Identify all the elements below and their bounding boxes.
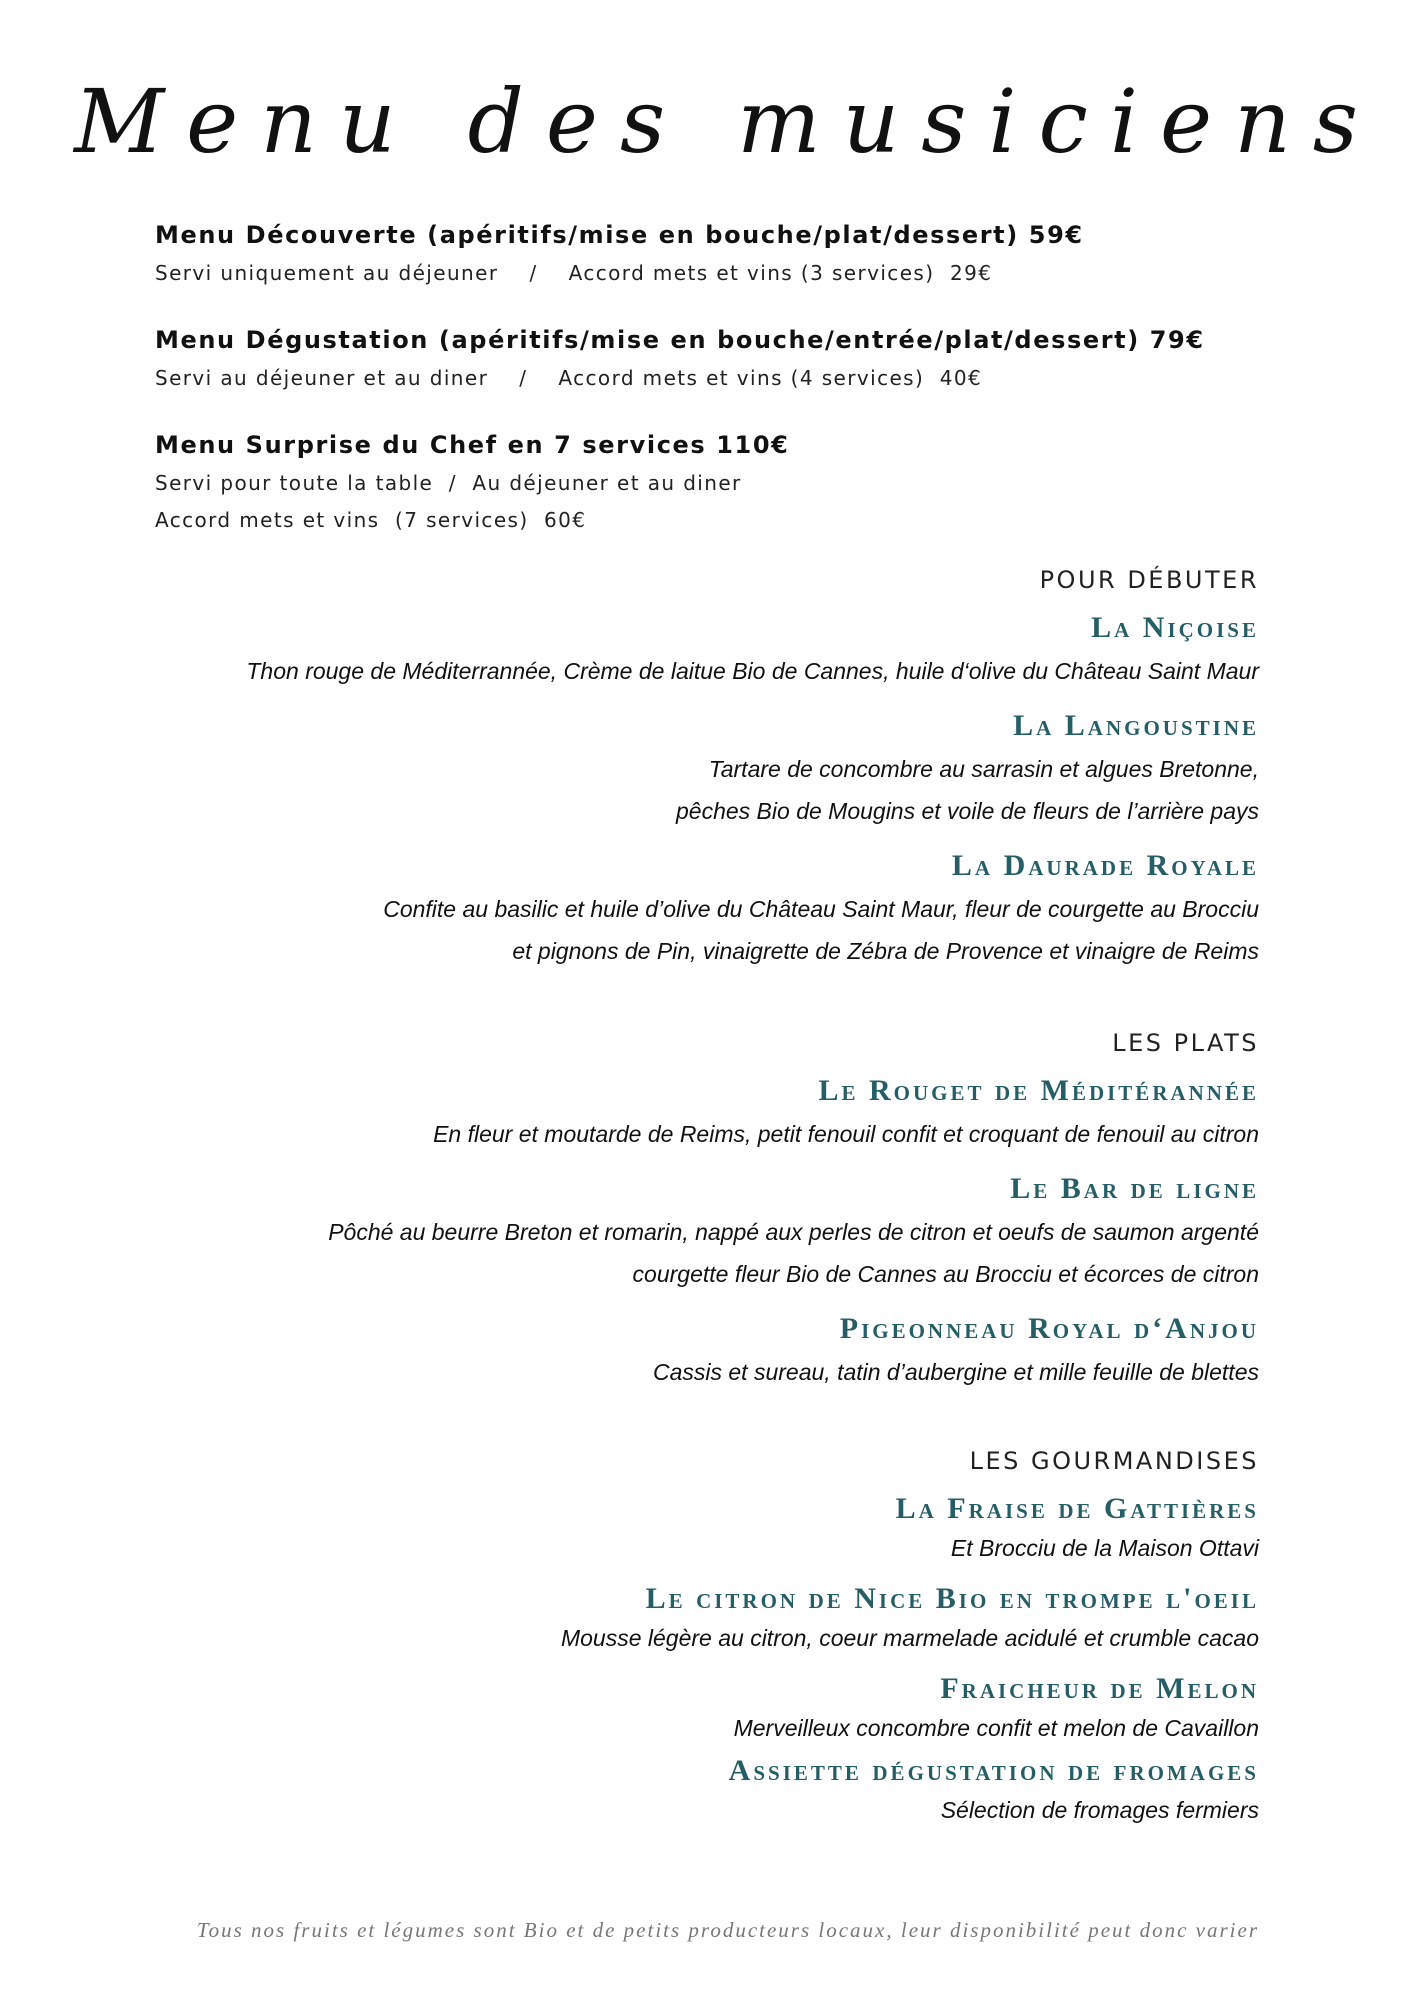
dish-description: Cassis et sureau, tatin d’aubergine et mille feuille de blettes	[652, 1359, 1259, 1385]
dish-name: Le citron de Nice Bio en trompe l'oeil	[645, 1582, 1259, 1615]
dish-item	[59, 1667, 1259, 1745]
dish-description: et pignons de Pin, vinaigrette de Zébra de Provence et vinaigre de Reims	[512, 938, 1259, 964]
dish-description: Et Brocciu de la Maison Ottavi	[950, 1535, 1259, 1561]
dish-item	[59, 704, 1259, 832]
dish-description: Tartare de concombre au sarrasin et algues Bretonne,	[708, 756, 1259, 782]
dish-name: Pigeonneau Royal d‘Anjou	[839, 1312, 1259, 1345]
section-les-plats	[59, 1025, 1259, 1405]
menu-list	[155, 215, 1255, 567]
menu-degustation	[155, 320, 1255, 397]
section-title: LES GOURMANDISES	[969, 1447, 1259, 1475]
menu-heading: Menu Surprise du Chef en 7 services 110€	[155, 431, 790, 459]
dish-description: Confite au basilic et huile d’olive du Château Saint Maur, fleur de courgette au Brocciu	[383, 896, 1259, 922]
page-title: Menu des musiciens	[74, 70, 1380, 173]
section-les-gourmandises	[59, 1443, 1259, 1839]
dish-description: Merveilleux concombre confit et melon de Cavaillon	[733, 1715, 1259, 1741]
section-title: POUR DÉBUTER	[1039, 566, 1259, 594]
footer-note: Tous nos fruits et légumes sont Bio et de petits producteurs locaux, leur disponibilité peut donc varier	[196, 1918, 1259, 1942]
dish-item	[59, 1487, 1259, 1565]
dish-description: Sélection de fromages fermiers	[940, 1797, 1259, 1823]
dish-name: Assiette dégustation de fromages	[728, 1754, 1259, 1787]
dish-item	[59, 1069, 1259, 1155]
menu-heading: Menu Découverte (apéritifs/mise en bouche/plat/dessert) 59€	[155, 221, 1084, 249]
menu-heading: Menu Dégustation (apéritifs/mise en bouche/entrée/plat/dessert) 79€	[155, 326, 1205, 354]
section-pour-debuter	[59, 562, 1259, 984]
dish-description: En fleur et moutarde de Reims, petit fenouil confit et croquant de fenouil au citron	[433, 1121, 1259, 1147]
dish-name: La Daurade Royale	[951, 849, 1259, 882]
dish-name: Le Bar de ligne	[1010, 1172, 1259, 1205]
dish-description: Thon rouge de Méditerrannée, Crème de laitue Bio de Cannes, huile d‘olive du Château Saint Maur	[246, 658, 1259, 684]
menu-detail: Servi au déjeuner et au diner / Accord mets et vins (4 services) 40€	[155, 366, 983, 390]
menu-detail: Servi uniquement au déjeuner / Accord mets et vins (3 services) 29€	[155, 261, 993, 285]
section-title: LES PLATS	[1112, 1029, 1259, 1057]
menu-decouverte	[155, 215, 1255, 292]
menu-detail: Accord mets et vins (7 services) 60€	[155, 508, 587, 532]
dish-name: Fraicheur de Melon	[940, 1672, 1259, 1705]
dish-name: La Niçoise	[1091, 611, 1259, 644]
dish-description: Mousse légère au citron, coeur marmelade acidulé et crumble cacao	[560, 1625, 1259, 1651]
dish-description: pêches Bio de Mougins et voile de fleurs de l’arrière pays	[676, 798, 1259, 824]
dish-item	[59, 1307, 1259, 1393]
dish-name: Le Rouget de Méditérannée	[818, 1074, 1259, 1107]
menu-surprise	[155, 425, 1255, 539]
dish-item	[59, 844, 1259, 972]
dish-description: courgette fleur Bio de Cannes au Brocciu et écorces de citron	[632, 1261, 1259, 1287]
dish-item	[59, 1577, 1259, 1655]
dish-item	[59, 606, 1259, 692]
dish-name: La Langoustine	[1013, 709, 1259, 742]
menu-detail: Servi pour toute la table / Au déjeuner et au diner	[155, 471, 742, 495]
dish-name: La Fraise de Gattières	[895, 1492, 1259, 1525]
dish-item	[59, 1749, 1259, 1827]
dish-description: Pôché au beurre Breton et romarin, nappé aux perles de citron et oeufs de saumon argenté	[328, 1219, 1259, 1245]
dish-item	[59, 1167, 1259, 1295]
